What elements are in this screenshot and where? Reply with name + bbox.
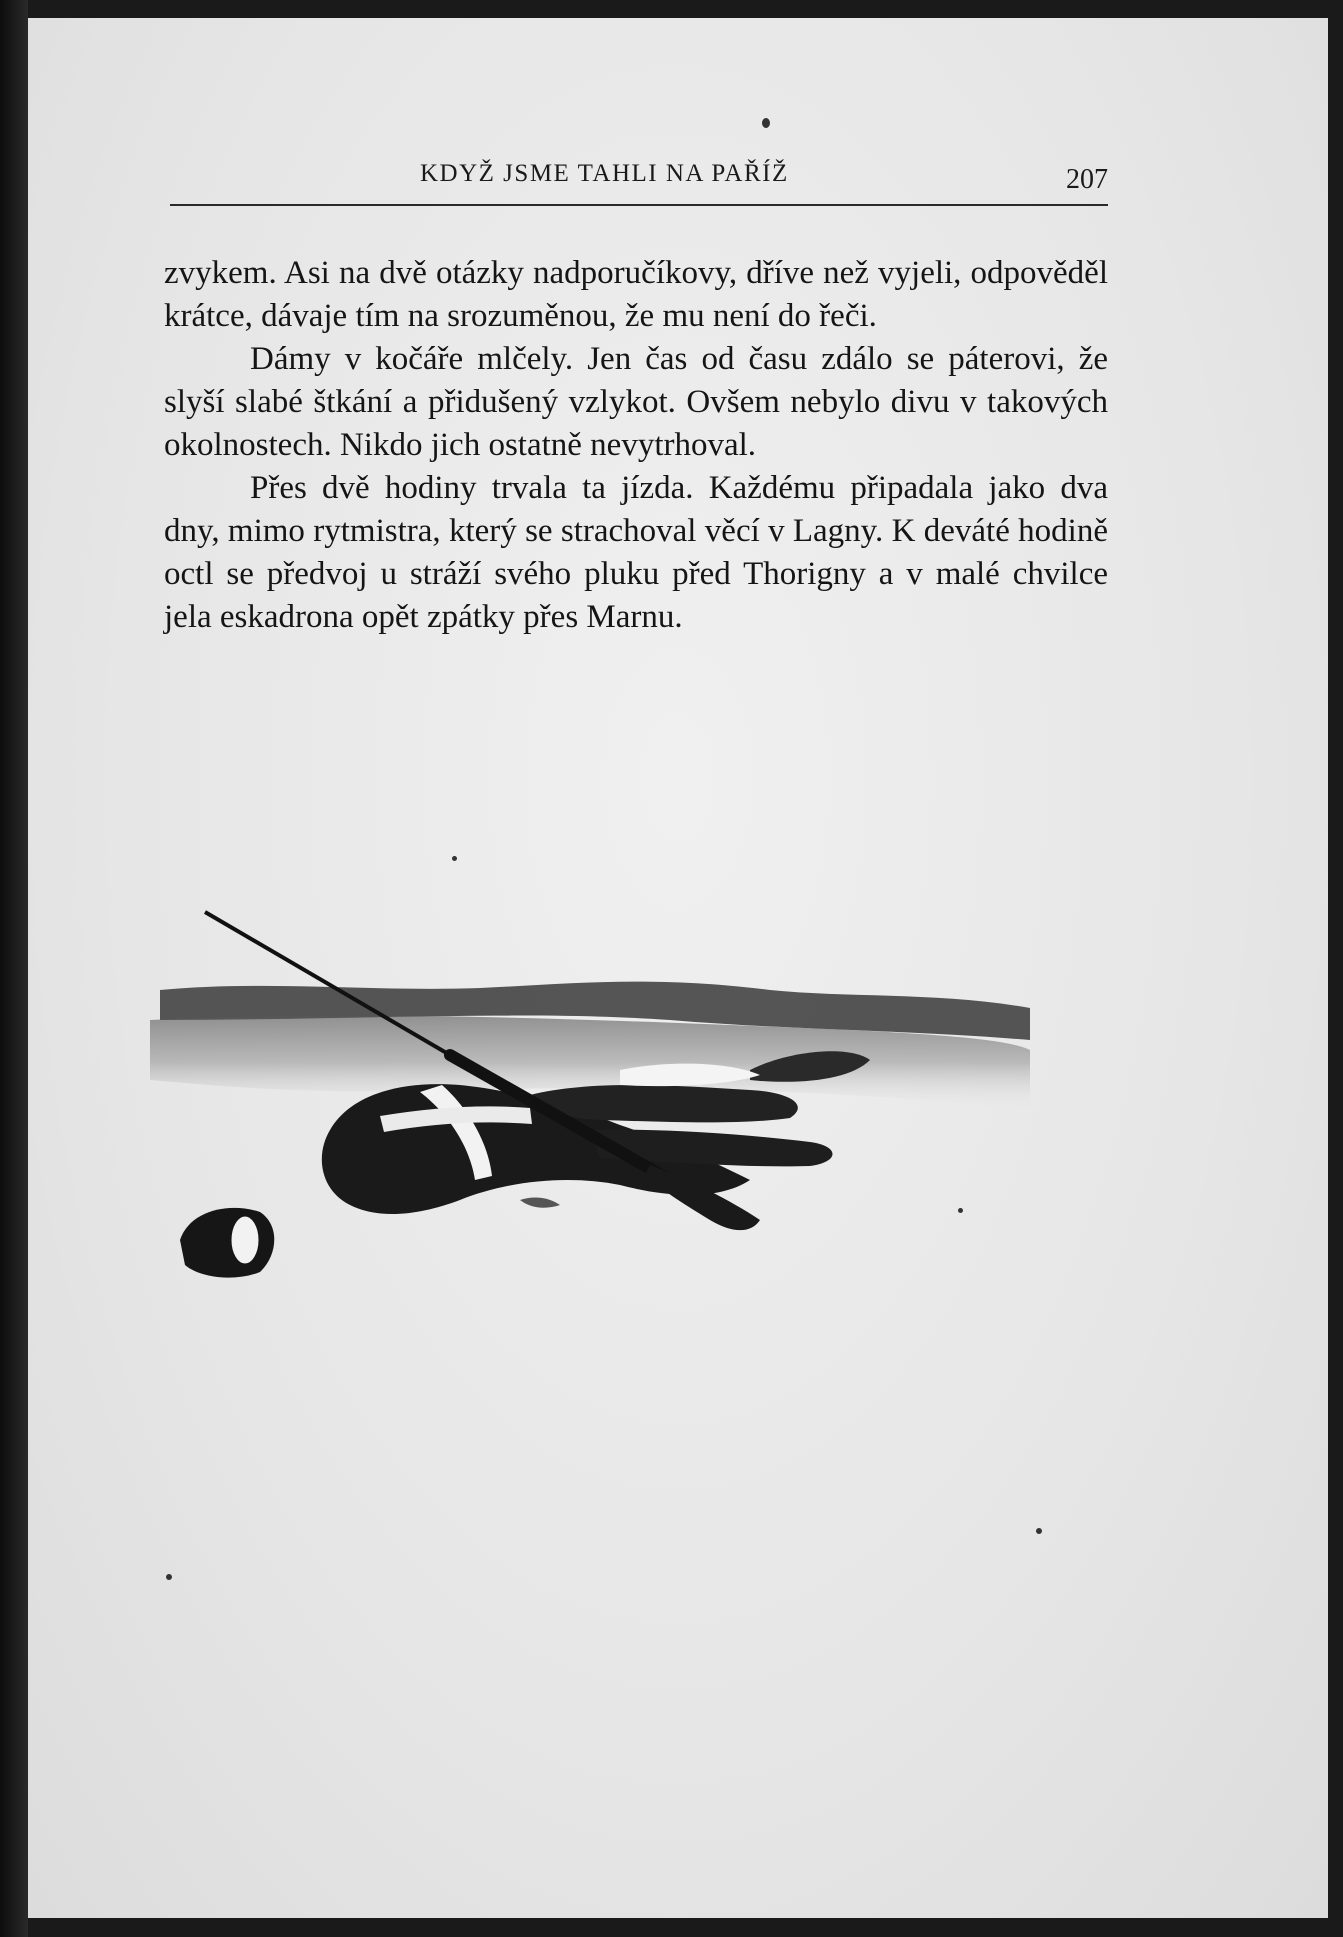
page-speck (958, 1208, 963, 1213)
body-text (164, 252, 1108, 639)
book-gutter-shadow (0, 0, 28, 1937)
paragraph-2: Dámy v kočáře mlčely. Jen čas od času zdálo se páterovi, že slyší slabé štkání a přidušený vzlykot. Ovšem nebylo divu v takových okolnostech. Nikdo jich ostatně nevytrhoval. (164, 341, 1108, 463)
paragraph-3: Přes dvě hodiny trvala ta jízda. Každému připadala jako dva dny, mimo rytmistra, který se strachoval věcí v Lagny. K deváté hodině octl se předvoj u stráží svého pluku před Thorigny a v malé chvilce jela eskadrona opět zpátky přes Marnu. (164, 470, 1108, 635)
page-speck (762, 118, 770, 128)
page-speck (452, 856, 457, 861)
page-speck (166, 1574, 172, 1580)
ground-tuft (520, 1198, 560, 1208)
page-number: 207 (1066, 164, 1108, 195)
paragraph-1: zvykem. Asi na dvě otázky nadporučíkovy, dříve než vyjeli, odpověděl krátce, dávaje tím na srozuměnou, že mu není do řeči. (164, 255, 1108, 334)
fallen-soldier-illustration (150, 880, 1050, 1360)
page-speck (1036, 1528, 1042, 1534)
page-header (170, 150, 1108, 206)
helmet-rim (229, 1214, 261, 1266)
running-title: KDYŽ JSME TAHLI NA PAŘÍŽ (420, 160, 789, 187)
